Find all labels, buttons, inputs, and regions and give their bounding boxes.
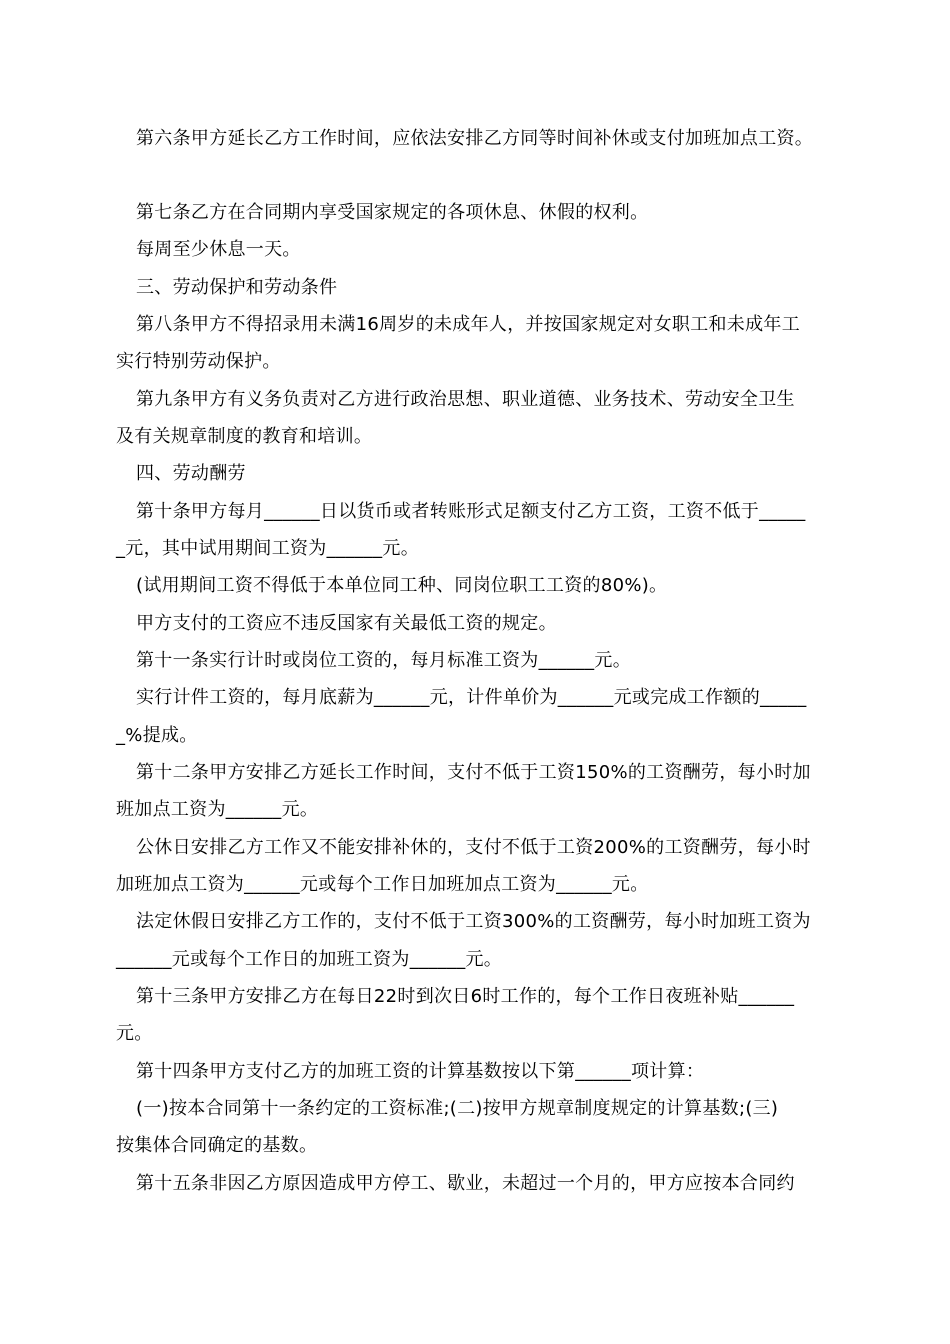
text-line: 第八条甲方不得招录用未满16周岁的未成年人，并按国家规定对女职工和未成年工 — [136, 314, 801, 335]
text-line: _元，其中试用期间工资为______元。 — [116, 538, 419, 559]
text-line: 第十一条实行计时或岗位工资的，每月标准工资为______元。 — [136, 650, 631, 671]
text-line: (试用期间工资不得低于本单位同工种、同岗位职工工资的80%)。 — [136, 575, 668, 596]
text-line: _%提成。 — [116, 725, 198, 746]
text-line: 第十五条非因乙方原因造成甲方停工、歇业，未超过一个月的，甲方应按本合同约 — [136, 1173, 795, 1194]
text-line: (一)按本合同第十一条约定的工资标准;(二)按甲方规章制度规定的计算基数;(三) — [136, 1098, 779, 1119]
text-line: 元。 — [116, 1023, 153, 1044]
text-line: 每周至少休息一天。 — [136, 239, 301, 260]
text-line: 第十条甲方每月______日以货币或者转账形式足额支付乙方工资，工资不低于_____ — [136, 501, 806, 522]
text-line: 甲方支付的工资应不违反国家有关最低工资的规定。 — [136, 613, 557, 634]
text-line: 第十二条甲方安排乙方延长工作时间，支付不低于工资150%的工资酬劳，每小时加 — [136, 762, 811, 783]
text-line: 第九条甲方有义务负责对乙方进行政治思想、职业道德、业务技术、劳动安全卫生 — [136, 389, 795, 410]
section-heading: 四、劳动酬劳 — [136, 463, 246, 484]
text-line: 第十三条甲方安排乙方在每日22时到次日6时工作的，每个工作日夜班补贴______ — [136, 986, 795, 1007]
text-line: 按集体合同确定的基数。 — [116, 1135, 318, 1156]
text-line: 实行特别劳动保护。 — [116, 351, 281, 372]
section-heading: 三、劳动保护和劳动条件 — [136, 277, 338, 298]
text-line: 公休日安排乙方工作又不能安排补休的，支付不低于工资200%的工资酬劳，每小时 — [136, 837, 811, 858]
text-line: 实行计件工资的，每月底薪为______元，计件单价为______元或完成工作额的_____ — [136, 687, 807, 708]
text-line: 班加点工资为______元。 — [116, 799, 319, 820]
text-line: 及有关规章制度的教育和培训。 — [116, 426, 373, 447]
text-line: 第六条甲方延长乙方工作时间，应依法安排乙方同等时间补休或支付加班加点工资。 — [136, 128, 814, 149]
text-line: 法定休假日安排乙方工作的，支付不低于工资300%的工资酬劳，每小时加班工资为 — [136, 911, 811, 932]
text-line: ______元或每个工作日的加班工资为______元。 — [116, 949, 503, 970]
text-line: 第十四条甲方支付乙方的加班工资的计算基数按以下第______项计算： — [136, 1061, 705, 1082]
text-line: 第七条乙方在合同期内享受国家规定的各项休息、休假的权利。 — [136, 202, 649, 223]
text-line: 加班加点工资为______元或每个工作日加班加点工资为______元。 — [116, 874, 649, 895]
